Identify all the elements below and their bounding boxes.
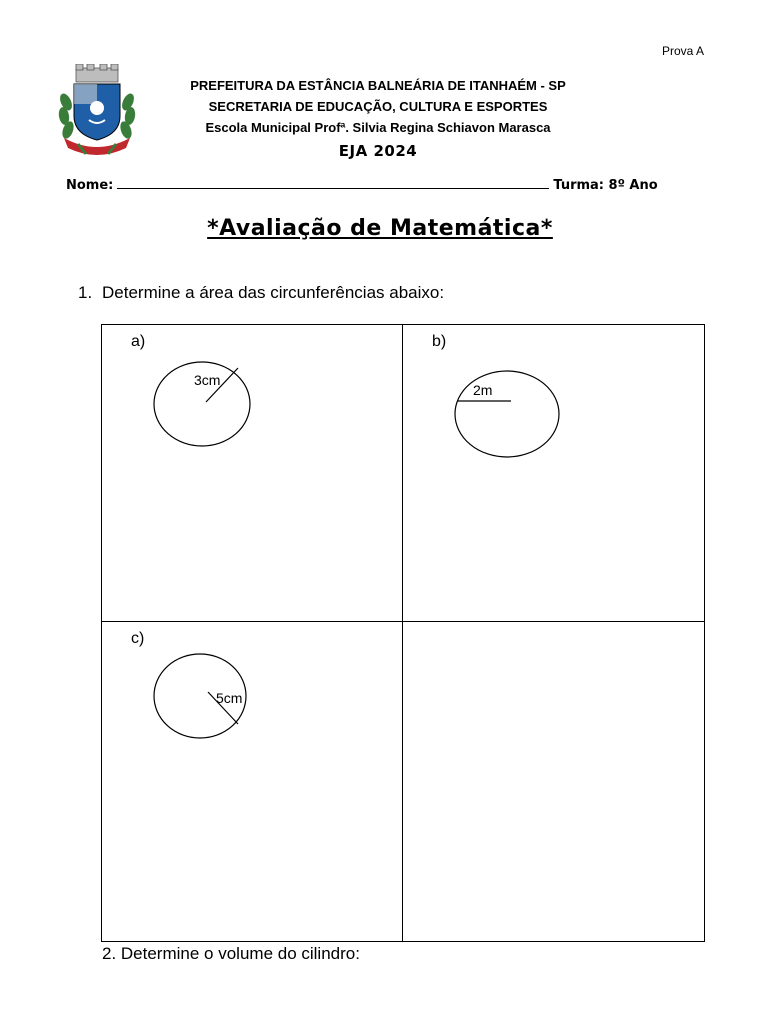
circle-c-measure: 5cm — [216, 690, 243, 706]
header-municipality: PREFEITURA DA ESTÂNCIA BALNEÁRIA DE ITANHAÉM - SP — [190, 78, 566, 93]
circle-b-figure — [455, 371, 565, 461]
answer-cell-b[interactable] — [403, 325, 704, 622]
cell-c-label: c) — [131, 630, 145, 647]
question-2: 2. Determine o volume do cilindro: — [102, 944, 360, 963]
question-1 — [78, 283, 444, 303]
question-1-text: Determine a área das circunferências abaixo: — [102, 283, 445, 302]
header-school: Escola Municipal Profª. Silvia Regina Schiavon Marasca — [205, 120, 551, 135]
circle-c-figure — [154, 654, 254, 744]
nome-label: Nome: — [66, 178, 114, 193]
page-title: *Avaliação de Matemática* — [207, 216, 553, 241]
circle-a-figure — [154, 361, 254, 451]
circle-a-measure: 3cm — [194, 372, 221, 388]
header-class-year: EJA 2024 — [338, 142, 418, 160]
nome-input-line[interactable] — [117, 176, 549, 189]
student-info-row — [66, 176, 706, 193]
answer-cell-a[interactable] — [102, 325, 403, 622]
cell-b-label: b) — [432, 333, 447, 350]
answer-cell-empty[interactable] — [403, 622, 704, 941]
question-1-number: 1. — [78, 283, 93, 302]
exam-version: Prova A — [661, 44, 704, 58]
header-secretariat: SECRETARIA DE EDUCAÇÃO, CULTURA E ESPORTES — [208, 99, 548, 114]
answer-grid — [101, 324, 705, 942]
answer-cell-c[interactable] — [102, 622, 403, 941]
circle-b-shape — [455, 371, 559, 457]
municipal-coat-of-arms-icon — [56, 64, 138, 156]
turma-label: Turma: 8º Ano — [553, 178, 658, 193]
circle-b-measure: 2m — [473, 382, 493, 398]
cell-a-label: a) — [131, 333, 146, 350]
